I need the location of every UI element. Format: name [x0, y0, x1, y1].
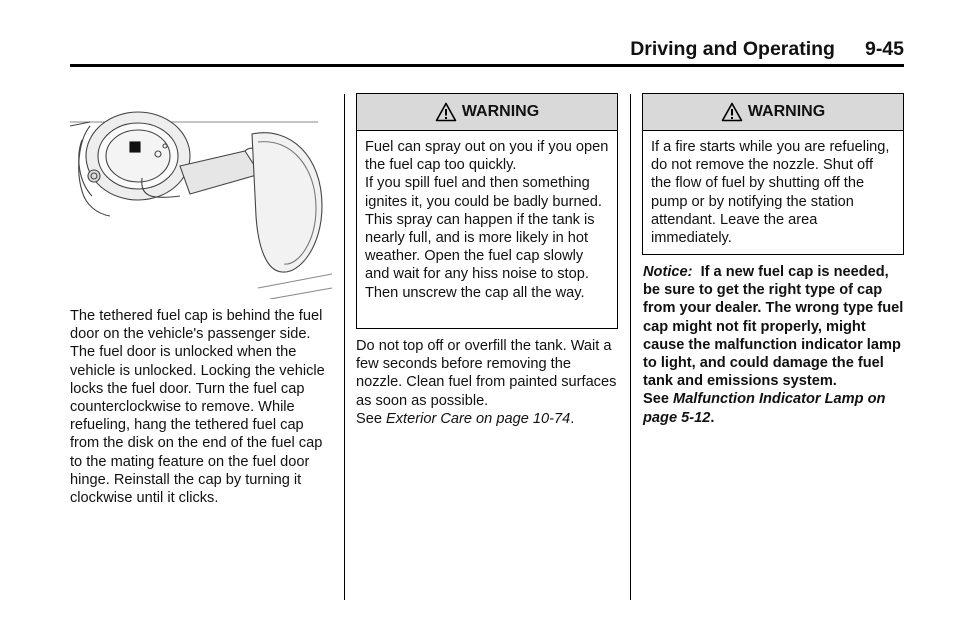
warning-body: [357, 131, 617, 308]
warning-triangle-icon: [435, 102, 457, 122]
section-title: Driving and Operating: [630, 38, 835, 60]
warning-body: [643, 131, 903, 253]
column-divider-2: [630, 94, 631, 600]
warning-title: WARNING: [461, 103, 540, 120]
header-rule: [70, 64, 904, 67]
see-reference-link[interactable]: Exterior Care on page 10-74: [386, 410, 571, 427]
see-suffix: .: [570, 410, 575, 427]
notice-text: If a new fuel cap is needed, be sure to get the right type of cap from your dealer. The wrong type fuel cap might not fit properly, might cause the malfunction indicator lamp to light, and could damage the fuel tank and emissions system.: [643, 264, 904, 390]
warning-header: [643, 94, 903, 131]
page-header: [70, 38, 904, 64]
page-number: 9-45: [864, 38, 904, 60]
warning-box-2: [642, 93, 904, 255]
warning-title: WARNING: [747, 103, 826, 120]
column-2-text: [356, 337, 618, 428]
notice-label: Notice:: [643, 264, 693, 280]
see-prefix: See: [356, 410, 387, 427]
warning-triangle-icon: [721, 102, 743, 122]
see-prefix: See: [643, 391, 674, 408]
notice-paragraph: [643, 263, 905, 427]
column-divider-1: [344, 94, 345, 600]
see-reference-link[interactable]: Malfunction Indicator Lamp on page 5-12: [643, 391, 886, 426]
warning-text-1: If a fire starts while you are refueling, do not remove the nozzle. Shut off the flow of fuel by shutting off the pump or by notifying the station attendant. Leave the area immediately.: [651, 139, 890, 247]
overfill-text: Do not top off or overfill the tank. Wait a few seconds before removing the nozzle. Clean fuel from painted surfaces as soon as possible.: [356, 338, 617, 409]
warning-text-1: Fuel can spray out on you if you open the fuel cap too quickly.: [365, 139, 609, 174]
overfill-paragraph: [356, 337, 618, 428]
column-1-text: [70, 307, 336, 507]
warning-header: [357, 94, 617, 131]
see-suffix: .: [710, 409, 715, 426]
fuel-cap-paragraph: The tethered fuel cap is behind the fuel door on the vehicle's passenger side. The fuel door is unlocked when the vehicle is unlocked. Locking the vehicle locks the fuel door. Turn the fuel cap counterclockwise to remove. While refueling, hang the tethered fuel cap from the disk on the end of the fuel cap to the mating feature on the fuel door hinge. Reinstall the cap by turning it clockwise until it clicks.: [70, 308, 325, 507]
notice-block: [643, 263, 905, 427]
fuel-cap-door-illustration: [70, 96, 332, 299]
warning-box-1: [356, 93, 618, 329]
warning-text-2: If you spill fuel and then something ignites it, you could be badly burned. This spray can happen if the tank is nearly full, and is more likely in hot weather. Open the fuel cap slowly and wait for any hiss noise to stop. Then unscrew the cap all the way.: [365, 175, 602, 301]
